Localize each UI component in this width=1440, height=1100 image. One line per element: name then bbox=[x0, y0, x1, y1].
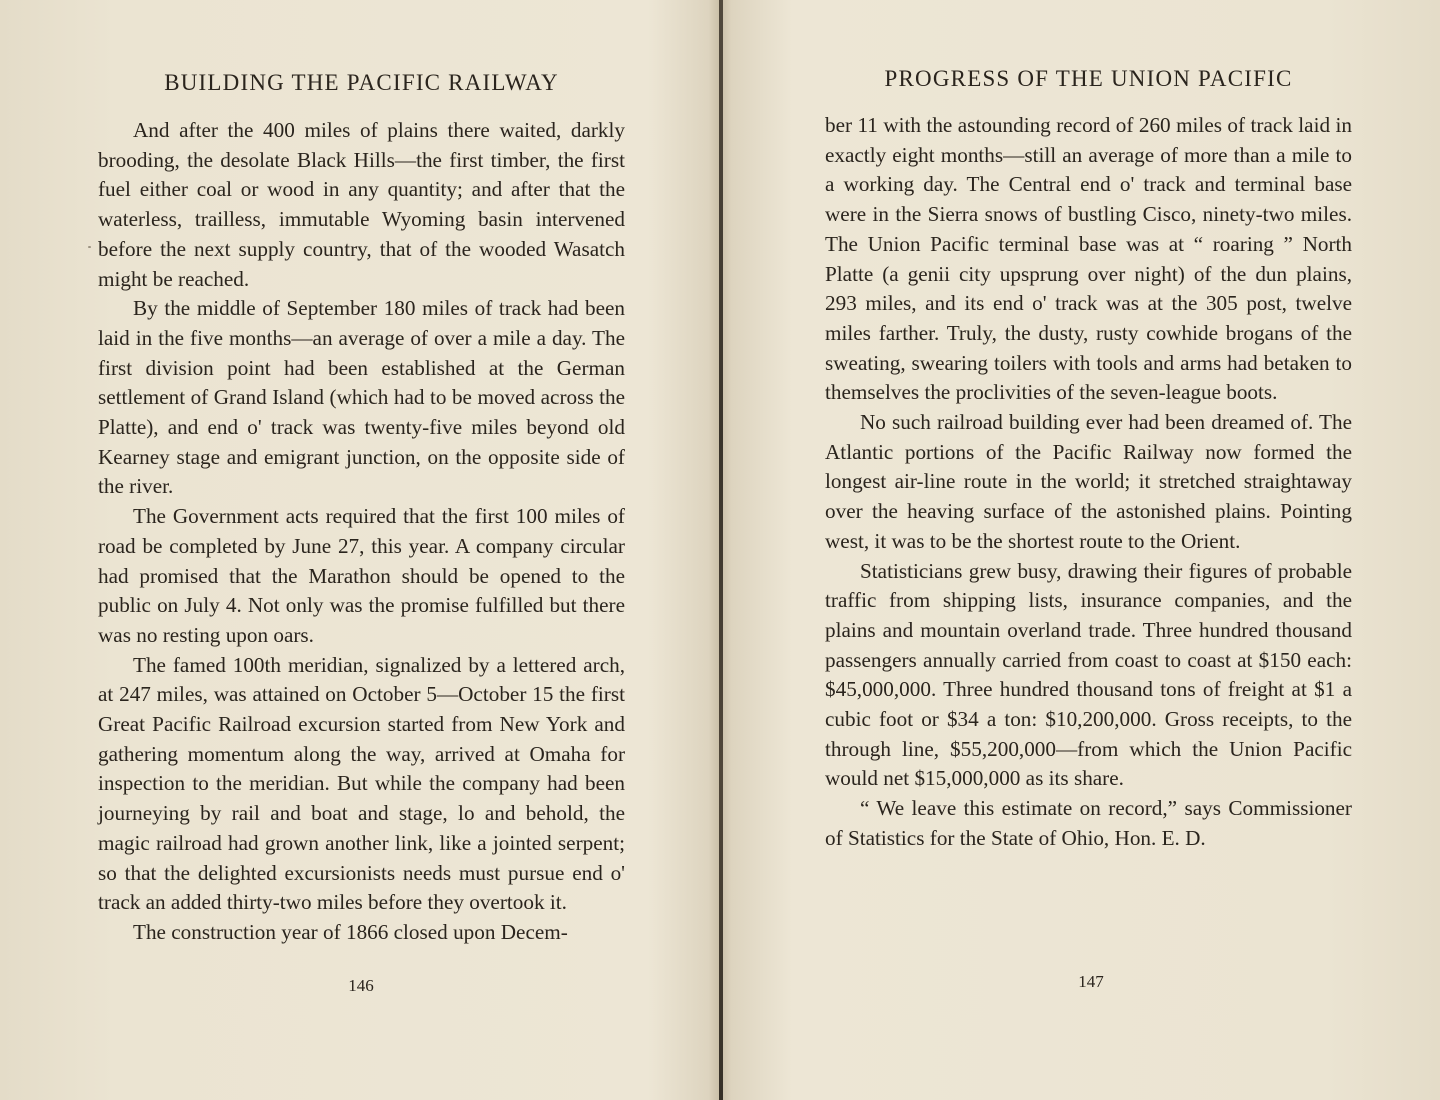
right-page bbox=[723, 0, 1440, 1100]
paragraph: “ We leave this estimate on record,” says Commissioner of Statistics for the State of Ohio, Hon. E. D. bbox=[825, 796, 1352, 850]
paragraph-continuation: ber 11 with the astounding record of 260 miles of track laid in exactly eight months—still an average of more than a mile to a working day. The Central end o' track and terminal base were in the Sierra snows of bustling Cisco, ninety-two miles. The Union Pacific terminal base was at “ roaring ” North Platte (a genii city upsprung over night) of the dun plains, 293 miles, and its end o' track was at the 305 post, twelve miles farther. Truly, the dusty, rusty cowhide brogans of the sweating, swearing toilers with tools and arms had betaken to themselves the proclivities of the seven-league boots. bbox=[825, 113, 1352, 405]
paragraph: The construction year of 1866 closed upon Decem- bbox=[133, 919, 568, 944]
paragraph: The famed 100th meridian, signalized by a lettered arch, at 247 miles, was attained on October 5—October 15 the first Great Pacific Railroad excursion started from New York and gathering momentum along the way, arrived at Omaha for inspection to the meridian. But while the company had been journeying by rail and boat and stage, lo and behold, the magic railroad had grown another link, like a jointed serpent; so that the delighted excursionists needs must pursue end o' track an added thirty-two miles before they overtook it. bbox=[98, 652, 625, 915]
left-running-head: BUILDING THE PACIFIC RAILWAY bbox=[164, 70, 559, 95]
right-page-body bbox=[825, 111, 1352, 854]
paper-speck bbox=[88, 246, 91, 248]
right-running-head: PROGRESS OF THE UNION PACIFIC bbox=[884, 66, 1293, 91]
paragraph: And after the 400 miles of plains there waited, darkly brooding, the desolate Black Hills—the first timber, the first fuel either coal or wood in any quantity; and after that the waterless, trailless, immutable Wyoming basin intervened before the next supply country, that of the wooded Wasatch might be reached. bbox=[98, 118, 625, 291]
paragraph: By the middle of September 180 miles of track had been laid in the five months—an average of over a mile a day. The first division point had been established at the German settlement of Grand Island (which had to be moved across the Platte), and end o' track was twenty-five miles beyond old Kearney stage and emigrant junction, on the opposite side of the river. bbox=[98, 296, 625, 499]
paragraph: Statisticians grew busy, drawing their figures of probable traffic from shipping lists, insurance companies, and the plains and mountain overland trade. Three hundred thousand passengers annually carried from coast to coast at $150 each: $45,000,000. Three hundred thousand tons of freight at $1 a cubic foot or $34 a ton: $10,200,000. Gross receipts, to the through line, $55,200,000—from which the Union Pacific would net $15,000,000 as its share. bbox=[825, 558, 1352, 791]
left-page-number: 146 bbox=[348, 976, 374, 995]
right-page-number: 147 bbox=[1078, 972, 1104, 991]
paragraph: The Government acts required that the first 100 miles of road be completed by June 27, this year. A company circular had promised that the Marathon should be opened to the public on July 4. Not only was the promise fulfilled but there was no resting upon oars. bbox=[98, 504, 625, 647]
paragraph: No such railroad building ever had been dreamed of. The Atlantic portions of the Pacific Railway now formed the longest air-line route in the world; it stretched straightaway over the heaving surface of the astonished plains. Pointing west, it was to be the shortest route to the Orient. bbox=[825, 410, 1352, 553]
left-page-body bbox=[98, 116, 625, 948]
left-page bbox=[0, 0, 719, 1100]
